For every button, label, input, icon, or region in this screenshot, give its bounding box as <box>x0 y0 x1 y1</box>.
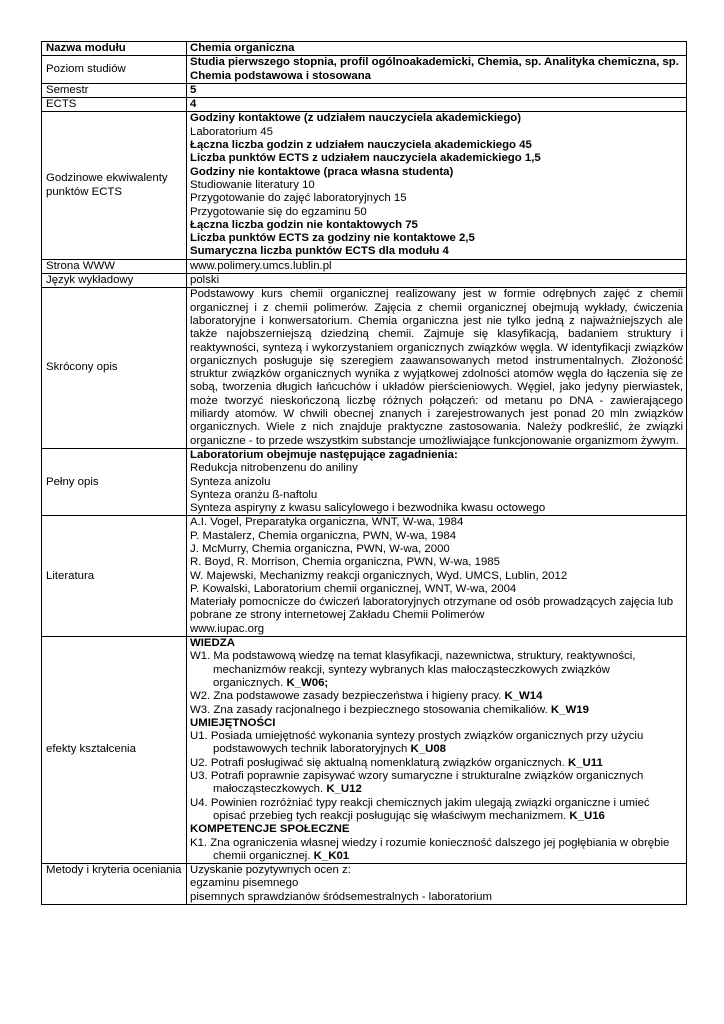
outcome-text: W3. Zna zasady racjonalnego i bezpiecznego stosowania chemikaliów. <box>190 703 548 716</box>
outcome-text: K1. Zna ograniczenia własnej wiedzy i rozumie konieczność dalszego jej pogłębiania w obrębie chemii organicznej. <box>190 836 670 862</box>
social-competence-heading: KOMPETENCJE SPOŁECZNE <box>190 823 350 836</box>
literature-item: A.I. Vogel, Preparatyka organiczna, WNT, W-wa, 1984 <box>190 516 464 529</box>
knowledge-heading: WIEDZA <box>190 637 235 650</box>
outcome-text: W2. Zna podstawowe zasady bezpieczeństwa i higieny pracy. <box>190 690 502 703</box>
lab-topic: Redukcja nitrobenzenu do aniliny <box>190 462 358 475</box>
lab-topic: Synteza anizolu <box>190 475 271 488</box>
row-full-description <box>42 448 687 515</box>
outcome-text: U1. Posiada umiejętność wykonania syntezy prostych związków organicznych przy użyciu podstawowych technik laboratoryjnych <box>190 730 644 756</box>
outcome-item <box>190 837 683 864</box>
study-level-label: Poziom studiów <box>42 56 187 84</box>
assessment-item: Uzyskanie pozytywnych ocen z: <box>190 864 351 877</box>
row-assessment-methods <box>42 864 687 905</box>
outcome-item <box>190 690 683 703</box>
module-table <box>41 41 687 905</box>
ects-value: 4 <box>187 98 687 112</box>
literature-item: Materiały pomocnicze do ćwiczeń laboratoryjnych otrzymane od osób prowadzących zajęcia lub pobrane ze strony internetowej Zakładu Chemii Polimerów <box>190 596 674 622</box>
hours-value <box>187 112 687 259</box>
row-language <box>42 274 687 288</box>
hours-line: Sumaryczna liczba punktów ECTS dla modułu 4 <box>190 245 449 258</box>
hours-line: Laboratorium 45 <box>190 125 273 138</box>
language-label: Język wykładowy <box>42 274 187 288</box>
row-hours <box>42 112 687 259</box>
row-learning-outcomes <box>42 637 687 864</box>
assessment-item: egzaminu pisemnego <box>190 877 299 890</box>
outcome-text: U2. Potrafi posługiwać się aktualną nomenklaturą związków organicznych. <box>190 756 565 769</box>
row-study-level <box>42 56 687 84</box>
literature-item: W. Majewski, Mechanizmy reakcji organicznych, Wyd. UMCS, Lublin, 2012 <box>190 569 568 582</box>
outcome-item <box>190 730 683 757</box>
outcome-text: W1. Ma podstawową wiedzę na temat klasyfikacji, nazewnictwa, struktury, reaktywności, mechanizmów reakcji, syntezy wybranych klas małocząsteczkowych związków organicznych. <box>190 650 636 689</box>
full-description-label: Pełny opis <box>42 448 187 515</box>
learning-outcomes-label: efekty kształcenia <box>42 637 187 864</box>
website-label: Strona WWW <box>42 259 187 273</box>
short-description-label: Skrócony opis <box>42 288 187 449</box>
outcome-item <box>190 704 683 717</box>
website-link[interactable]: www.polimery.umcs.lublin.pl <box>187 259 687 273</box>
lab-topic: Synteza oranżu ß-naftolu <box>190 488 318 501</box>
literature-item: J. McMurry, Chemia organiczna, PWN, W-wa, 2000 <box>190 542 450 555</box>
row-literature <box>42 516 687 637</box>
assessment-methods-label: Metody i kryteria oceniania <box>42 864 187 905</box>
hours-line: Łączna liczba godzin nie kontaktowych 75 <box>190 218 418 231</box>
ects-label: ECTS <box>42 98 187 112</box>
outcome-item <box>190 757 683 770</box>
hours-line: Liczba punktów ECTS za godziny nie kontaktowe 2,5 <box>190 232 475 245</box>
hours-line: Godziny nie kontaktowe (praca własna studenta) <box>190 165 454 178</box>
outcome-code: K_U11 <box>567 756 603 769</box>
row-website <box>42 259 687 273</box>
hours-line: Łączna liczba godzin z udziałem nauczyciela akademickiego 45 <box>190 139 532 152</box>
full-description-heading: Laboratorium obejmuje następujące zagadnienia: <box>190 448 458 461</box>
hours-line: Przygotowanie się do egzaminu 50 <box>190 205 367 218</box>
literature-item: P. Kowalski, Laboratorium chemii organicznej, WNT, W-wa, 2004 <box>190 582 517 595</box>
skills-heading: UMIEJĘTNOŚCI <box>190 716 276 729</box>
row-ects <box>42 98 687 112</box>
outcome-code: K_U16 <box>569 809 605 822</box>
full-description-value <box>187 448 687 515</box>
module-name-label: Nazwa modułu <box>42 42 187 56</box>
outcome-code: K_W14 <box>504 690 543 703</box>
outcome-item <box>190 770 683 797</box>
outcome-code: K_U08 <box>410 743 447 756</box>
outcome-code: K_K01 <box>313 849 350 862</box>
row-semester <box>42 83 687 97</box>
literature-value <box>187 516 687 637</box>
module-name-value: Chemia organiczna <box>187 42 687 56</box>
language-value: polski <box>187 274 687 288</box>
outcome-code: K_U12 <box>326 783 362 796</box>
semester-value: 5 <box>187 83 687 97</box>
hours-line: Liczba punktów ECTS z udziałem nauczyciela akademickiego 1,5 <box>190 152 541 165</box>
assessment-item: pisemnych sprawdzianów śródsemestralnych - laboratorium <box>190 890 492 903</box>
row-short-description <box>42 288 687 449</box>
hours-line: Godziny kontaktowe (z udziałem nauczyciela akademickiego) <box>190 112 522 125</box>
outcome-item <box>190 650 683 690</box>
hours-label: Godzinowe ekwiwalenty punktów ECTS <box>42 112 187 259</box>
lab-topic: Synteza aspiryny z kwasu salicylowego i bezwodnika kwasu octowego <box>190 502 546 515</box>
assessment-methods-value <box>187 864 687 905</box>
short-description-text: Podstawowy kurs chemii organicznej realizowany jest w formie odrębnych zajęć z chemii organicznej i z chemii polimerów. Zajęcia z chemii organicznej obejmują wykłady, ćwiczenia laboratoryjne i konwersatorium. Chemia organiczna jest nie tylko jedną z najważniejszych ale także najobszerniejszą dziedziną chemii. Zajmuje się klasyfikacją, badaniem struktury i reaktywności, syntezą i wykorzystaniem organicznych związków węgla. W identyfikacji związków organicznych posługuje się szeregiem zaawansowanych metod instrumentalnych. Złożoność struktur związków organicznych wynika z wyjątkowej zdolności atomów węgla do łączenia się ze sobą, tworzenia długich łańcuchów i układów pierścieniowych. Węgiel, jako jedyny pierwiastek, może tworzyć nieskończoną liczbę różnych połączeń: od metanu po DNA - zawierającego miliardy atomów. W chwili obecnej znanych i zarejestrowanych jest ponad 20 mln związków organicznych. Wiele z nich znajduje praktyczne zastosowania. Należy podkreślić, że związki organiczne - to przede wszystkim substancje umożliwiające funkcjonowanie organizmom żywym. <box>187 288 687 449</box>
outcome-text: U4. Powinien rozróżniać typy reakcji chemicznych jakim ulegają związki organiczne i umieć opisać przebieg tych reakcji posługując się właściwym mechanizmem. <box>190 796 650 822</box>
semester-label: Semestr <box>42 83 187 97</box>
literature-item: R. Boyd, R. Morrison, Chemia organiczna, PWN, W-wa, 1985 <box>190 556 500 569</box>
literature-item: P. Mastalerz, Chemia organiczna, PWN, W-wa, 1984 <box>190 529 457 542</box>
literature-item: www.iupac.org <box>190 622 265 635</box>
study-level-value: Studia pierwszego stopnia, profil ogólnoakademicki, Chemia, sp. Analityka chemiczna, sp. Chemia podstawowa i stosowana <box>187 56 687 84</box>
hours-line: Przygotowanie do zajęć laboratoryjnych 15 <box>190 192 407 205</box>
learning-outcomes-value <box>187 637 687 864</box>
row-module-name <box>42 42 687 56</box>
outcome-code: K_W06; <box>286 676 329 689</box>
outcome-text: U3. Potrafi poprawnie zapisywać wzory sumaryczne i strukturalne związków organicznych małocząsteczkowych. <box>190 770 644 796</box>
literature-label: Literatura <box>42 516 187 637</box>
outcome-item <box>190 797 683 824</box>
hours-line: Studiowanie literatury 10 <box>190 178 315 191</box>
outcome-code: K_W19 <box>550 703 589 716</box>
